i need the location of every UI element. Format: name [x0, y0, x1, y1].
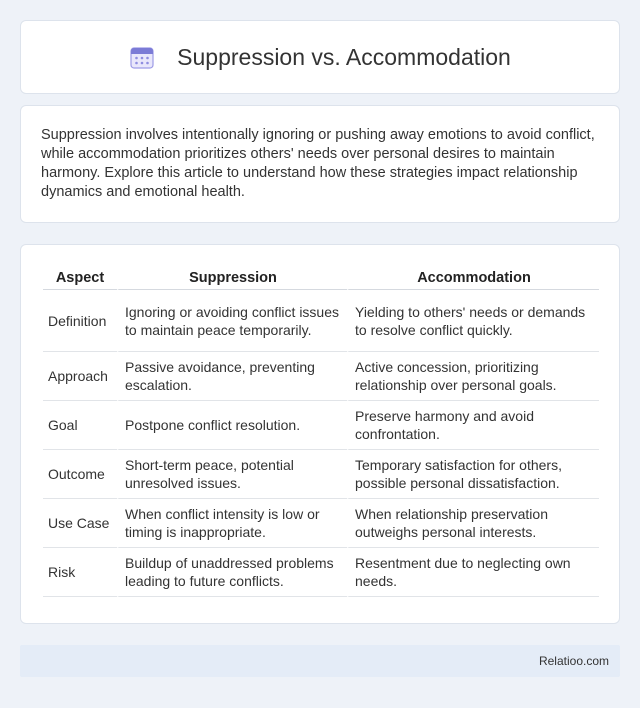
suppression-cell: Buildup of unaddressed problems leading to future conflicts. [117, 548, 347, 597]
accommodation-cell: Resentment due to neglecting own needs. [347, 548, 599, 597]
intro-card [20, 105, 620, 223]
title-card [20, 20, 620, 94]
aspect-cell: Goal [43, 401, 117, 450]
aspect-cell: Risk [43, 548, 117, 597]
column-header-accommodation: Accommodation [347, 264, 599, 290]
calendar-icon [129, 44, 155, 70]
accommodation-cell: Yielding to others' needs or demands to resolve conflict quickly. [347, 290, 599, 352]
aspect-cell: Use Case [43, 499, 117, 548]
suppression-cell: Ignoring or avoiding conflict issues to maintain peace temporarily. [117, 290, 347, 352]
accommodation-cell: Temporary satisfaction for others, possible personal dissatisfaction. [347, 450, 599, 499]
column-header-suppression: Suppression [117, 264, 347, 290]
suppression-cell: Passive avoidance, preventing escalation. [117, 352, 347, 401]
footer [20, 645, 620, 677]
suppression-cell: Postpone conflict resolution. [117, 401, 347, 450]
aspect-cell: Outcome [43, 450, 117, 499]
suppression-cell: When conflict intensity is low or timing is inappropriate. [117, 499, 347, 548]
table-row [43, 499, 599, 548]
suppression-cell: Short-term peace, potential unresolved issues. [117, 450, 347, 499]
table-row [43, 352, 599, 401]
table-header-row [43, 264, 599, 290]
footer-brand[interactable]: Relatioo.com [538, 654, 609, 668]
accommodation-cell: When relationship preservation outweighs personal interests. [347, 499, 599, 548]
page-title: Suppression vs. Accommodation [177, 43, 511, 70]
intro-text: Suppression involves intentionally ignoring or pushing away emotions to avoid conflict, while accommodation prioritizes others' needs over personal desires to maintain harmony. Explore this article to understand how these strategies impact relationship dynamics and emotional health. [41, 127, 595, 200]
table-row [43, 450, 599, 499]
table-row [43, 401, 599, 450]
comparison-table-card [20, 244, 620, 624]
table-row [43, 290, 599, 352]
aspect-cell: Definition [43, 290, 117, 352]
accommodation-cell: Preserve harmony and avoid confrontation. [347, 401, 599, 450]
aspect-cell: Approach [43, 352, 117, 401]
accommodation-cell: Active concession, prioritizing relationship over personal goals. [347, 352, 599, 401]
comparison-table [43, 264, 599, 597]
column-header-aspect: Aspect [43, 264, 117, 290]
table-row [43, 548, 599, 597]
